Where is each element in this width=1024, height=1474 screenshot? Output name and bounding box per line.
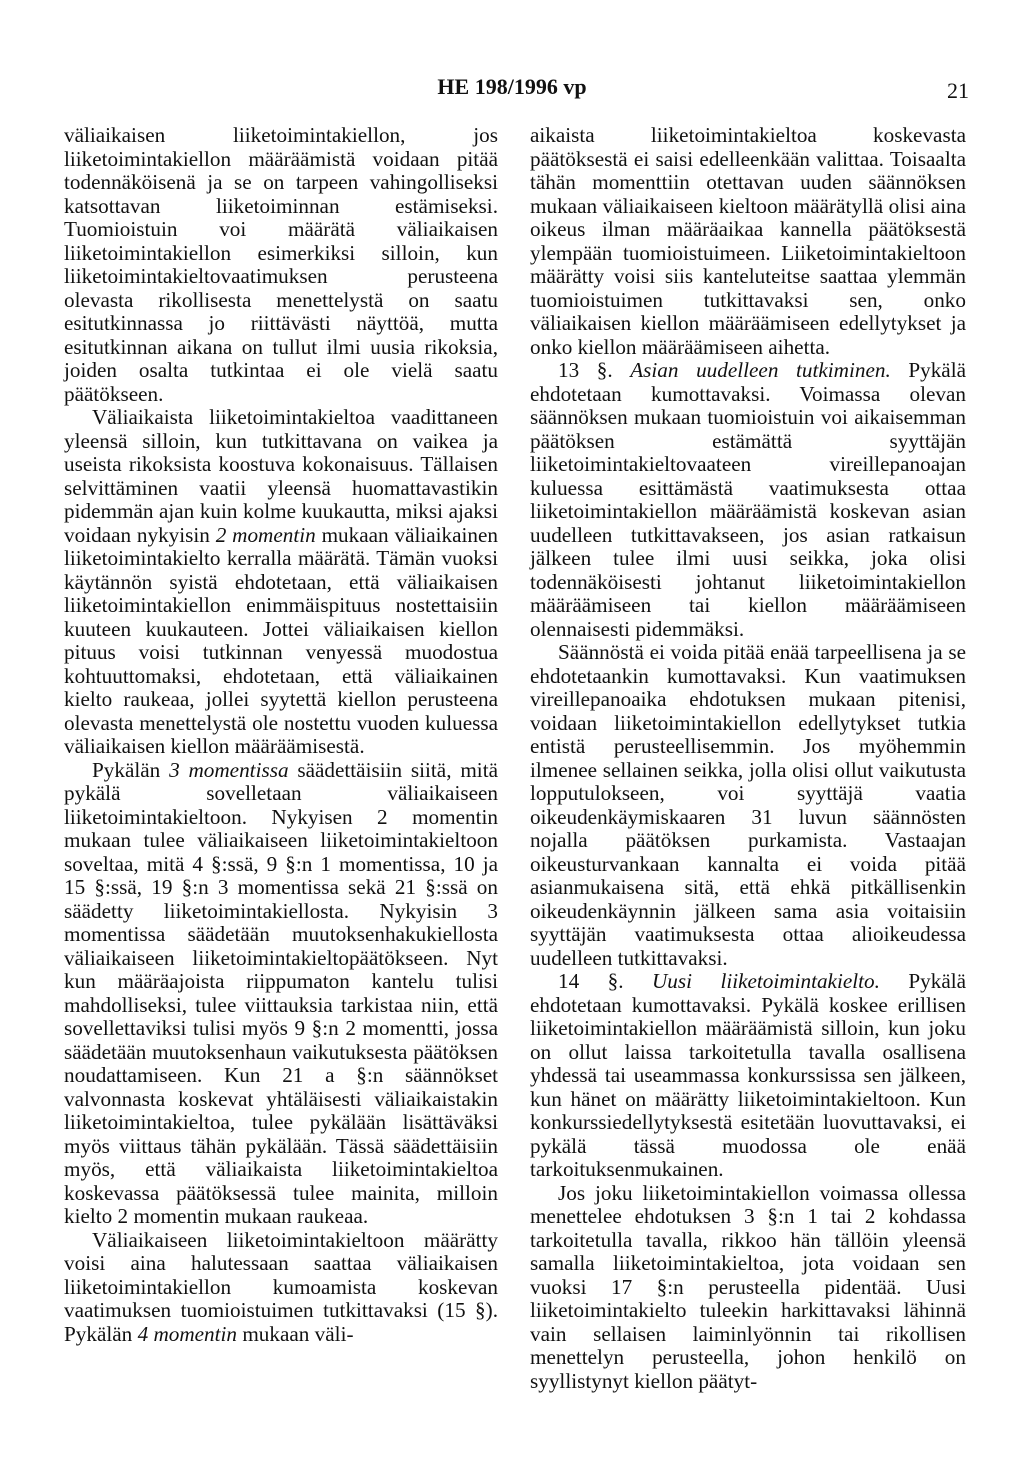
page-number: 21 — [947, 78, 969, 103]
section-number: 14 §. — [558, 969, 624, 993]
paragraph: Pykälän 3 momentissa säädettäisiin siitä, mitä pykälä sovelletaan väliaikaiseen liiketoimintakieltoon. Nykyisen 2 momentin mukaan tulee väliaikaiseen liiketoimintakieltoon soveltaa, mitä 4 §:ssä, 9 §:n 1 momentissa, 10 ja 15 §:ssä, 19 §:n 3 momentissa sekä 21 §:ssä on säädetty liiketoimintakiellosta. Nykyisin 3 momentissa säädetään muutoksenhakukiellosta väliaikaiseen liiketoimintakieltopäätökseen. Nyt kun määräajoista riippumaton kantelu tulisi mahdolliseksi, tulee viittauksia tarkistaa niin, että sovellettaviksi tulisi myös 9 §:n 2 momentti, jossa säädetään muutoksenhaun vaikutuksesta päätöksen noudattamiseen. Kun 21 a §:n säännökset valvonnasta koskevat yhtäläisesti väliaikaistakin liiketoimintakieltoa, tulee pykälään lisättäväksi myös viittaus tähän pykälään. Tässä säädettäisiin myös, että väliaikaista liiketoimintakieltoa koskevassa päätöksessä tulee mainita, milloin kielto 2 momentin mukaan raukeaa. — [64, 757, 498, 1228]
paragraph: Säännöstä ei voida pitää enää tarpeellisena ja se ehdotetaankin kumottavaksi. Kun vaatimuksen vireillepanoaika ehdotuksen mukaan pitenisi, voidaan liiketoimintakiellon edellytykset tutkia entistä perusteellisemmin. Jos myöhemmin ilmenee sellainen seikka, jolla olisi ollut vaikutusta lopputulokseen, voi syyttäjä vaatia oikeudenkäymiskaaren 31 luvun säännösten nojalla päätöksen purkamista. Vastaajan oikeusturvankaan kannalta ei voida pitää asianmukaisena sitä, että ehkä pitkällisenkin oikeudenkäynnin jälkeen sama asia voitaisiin syyttäjän vaatimuksesta ottaa alioikeudessa uudelleen tutkittavaksi. — [530, 640, 966, 970]
left-column — [64, 124, 498, 1346]
paragraph: Väliaikaiseen liiketoimintakieltoon määrätty voisi aina halutessaan saattaa väliaikaisen liiketoimintakiellon kumoamista koskevan vaatimuksen tuomioistuimen tutkittavaksi (15 §). Pykälän 4 momentin mukaan väli- — [64, 1227, 498, 1346]
paragraph: väliaikaisen liiketoimintakiellon, jos liiketoimintakiellon määräämistä voidaan pitää todennäköisenä ja se on tarpeen vahingolliseksi katsottavan liiketoiminnan estämiseksi. Tuomioistuin voi määrätä väliaikaisen liiketoimintakiellon esimerkiksi silloin, kun liiketoimintakieltovaatimuksen perusteena olevasta rikollisesta menettelystä on saatu esitutkinnassa jo riittävästi näyttöä, mutta esitutkinnan aikana on tullut ilmi uusia rikoksia, joiden osalta tutkintaa ei ole vielä saatu päätökseen. — [64, 123, 498, 406]
section-title: Asian uudelleen tutkiminen. — [630, 358, 891, 382]
document-id: HE 198/1996 vp — [437, 74, 587, 99]
paragraph: Jos joku liiketoimintakiellon voimassa ollessa menettelee ehdotuksen 3 §:n 1 tai 2 kohdassa tarkoitetulla tavalla, rikkoo hän tällöin yleensä samalla liiketoimintakieltoa, jota voidaan sen vuoksi 17 §:n perusteella pidentää. Uusi liiketoimintakielto tuleekin harkittavaksi lähinnä vain sellaisen laiminlyönnin tai rikollisen menettelyn perusteella, johon henkilö on syyllistynyt kiellon päätyt- — [530, 1180, 966, 1393]
section-number: 13 §. — [558, 358, 613, 382]
paragraph: Väliaikaista liiketoimintakieltoa vaadittaneen yleensä silloin, kun tutkittavana on vaikea ja useista rikoksista koostuva kokonaisuus. Tällaisen selvittäminen vaatii yleensä huomattavastikin pidemmän ajan kuin kolme kuukautta, miksi ajaksi voidaan nykyisin 2 momentin mukaan väliaikainen liiketoimintakielto kerralla määrätä. Tämän vuoksi käytännön syistä ehdotetaan, että väliaikaisen liiketoimintakiellon enimmäispituus nostettaisiin kuuteen kuukauteen. Jottei väliaikaisen kiellon pituus voisi tutkinnan venyessä muodostua kohtuuttomaksi, ehdotetaan, että väliaikainen kielto raukeaa, jollei syytettä kiellon perusteena olevasta menettelystä ole nostettu vuoden kuluessa väliaikaisen kiellon määräämisestä. — [64, 405, 499, 758]
section-title: Uusi liiketoimintakielto. — [651, 969, 880, 993]
page-header — [0, 74, 1024, 114]
paragraph: aikaista liiketoimintakieltoa koskevasta päätöksestä ei saisi edelleenkään valittaa. Toisaalta tähän momenttiin otettavan uuden säännöksen mukaan väliaikaiseen kieltoon määrätyllä olisi aina oikeus ilman määräaikaa kannella päätöksestä ylempään tuomioistuimeen. Liiketoimintakieltoon määrätty voisi siis kanteluteitse saattaa ylemmän tuomioistuimen tutkittavaksi sen, onko väliaikaisen kiellon määräämiseen edellytykset ja onko kiellon määräämiseen aihetta. — [530, 123, 966, 359]
section-13: 13 §. Asian uudelleen tutkiminen. Pykälä ehdotetaan kumottavaksi. Voimassa olevan säännöksen mukaan tuomioistuin voi aikaisemman päätöksen estämättä syyttäjän liiketoimintakieltovaateen vireillepanoajan kuluessa esittämästä vaatimuksesta ottaa liiketoimintakiellon määräämistä koskevan asian uudelleen tutkittavakseen, jos asian ratkaisun jälkeen tulee ilmi uusi seikka, joka olisi todennäköisesti johtanut liiketoimintakiellon määräämiseen tai kiellon määräämiseen olennaisesti pidemmäksi. — [530, 358, 966, 641]
section-14: 14 §. Uusi liiketoimintakielto. Pykälä ehdotetaan kumottavaksi. Pykälä koskee erillisen liiketoimintakiellon määräämistä silloin, kun joku on ollut laissa tarkoitetulla tavalla osallisena yhdessä tai useammassa konkurssissa sen jälkeen, kun hänet on määrätty liiketoimintakieltoon. Kun konkurssiedellytyksestä esitetään luovuttavaksi, ei pykälä tässä muodossa ole enää tarkoituksenmukainen. — [530, 969, 967, 1181]
right-column — [530, 124, 966, 1393]
